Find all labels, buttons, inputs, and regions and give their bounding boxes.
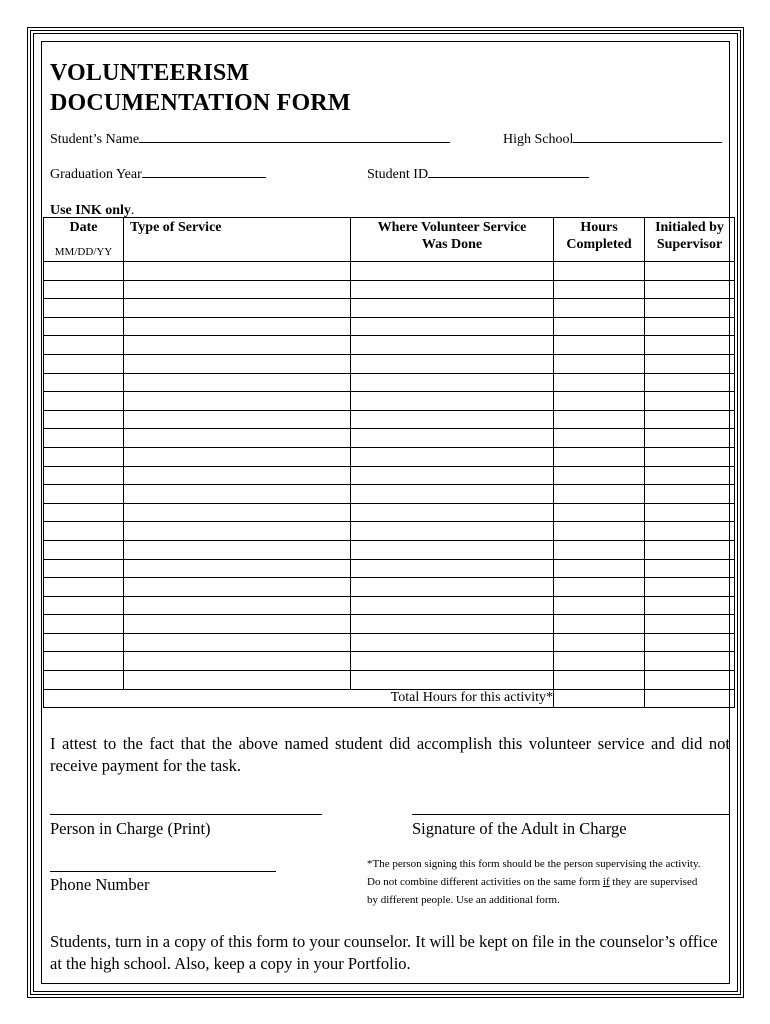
initial-cell[interactable] [645,633,735,652]
where-cell[interactable] [351,652,554,671]
date-cell[interactable] [44,317,124,336]
high-school-label: High School [503,132,574,147]
title-line-2: DOCUMENTATION FORM [50,90,351,116]
type-cell[interactable] [124,373,351,392]
date-cell[interactable] [44,652,124,671]
type-cell[interactable] [124,503,351,522]
table-header-row [44,218,735,262]
where-cell[interactable] [351,578,554,597]
date-cell[interactable] [44,578,124,597]
table-row [44,522,735,541]
type-cell[interactable] [124,615,351,634]
form-inner-border [41,41,730,984]
hours-cell[interactable] [554,596,645,615]
date-cell[interactable] [44,503,124,522]
initial-cell[interactable] [645,466,735,485]
initial-cell[interactable] [645,671,735,690]
hours-cell[interactable] [554,466,645,485]
type-cell[interactable] [124,392,351,411]
table-row [44,596,735,615]
table-row [44,485,735,504]
date-cell[interactable] [44,392,124,411]
table-row [44,392,735,411]
person-in-charge-line[interactable] [50,814,322,815]
phone-number-line[interactable] [50,871,276,872]
hours-cell[interactable] [554,671,645,690]
type-cell[interactable] [124,596,351,615]
where-cell[interactable] [351,503,554,522]
hours-cell[interactable] [554,522,645,541]
type-cell[interactable] [124,485,351,504]
table-row [44,652,735,671]
where-cell[interactable] [351,522,554,541]
type-cell[interactable] [124,671,351,690]
hours-cell[interactable] [554,317,645,336]
initial-cell[interactable] [645,299,735,318]
table-row [44,633,735,652]
hours-cell[interactable] [554,559,645,578]
high-school-line[interactable] [573,130,722,143]
total-hours-label: Total Hours for this activity* [44,689,554,708]
date-cell[interactable] [44,540,124,559]
date-cell[interactable] [44,466,124,485]
table-row [44,299,735,318]
date-cell[interactable] [44,429,124,448]
initial-cell[interactable] [645,392,735,411]
where-cell[interactable] [351,262,554,281]
signature-label: Signature of the Adult in Charge [412,819,627,838]
where-cell[interactable] [351,317,554,336]
ink-instruction-bold: Use INK only [50,203,131,218]
table-row [44,578,735,597]
date-cell[interactable] [44,559,124,578]
date-cell[interactable] [44,336,124,355]
date-cell[interactable] [44,447,124,466]
date-cell[interactable] [44,280,124,299]
where-cell[interactable] [351,633,554,652]
initial-cell[interactable] [645,280,735,299]
initial-cell[interactable] [645,317,735,336]
table-row [44,615,735,634]
header-initialed-line-2: Supervisor [656,237,723,252]
type-cell[interactable] [124,262,351,281]
header-where [351,218,554,262]
type-cell[interactable] [124,652,351,671]
type-cell[interactable] [124,299,351,318]
closing-instructions: Students, turn in a copy of this form to your counselor. It will be kept on file in the counselor’s office at the high school. Also, keep a copy in your Portfolio. [50,932,718,973]
table-row [44,280,735,299]
type-cell[interactable] [124,429,351,448]
where-cell[interactable] [351,466,554,485]
where-cell[interactable] [351,429,554,448]
hours-cell[interactable] [554,373,645,392]
table-row [44,354,735,373]
hours-cell[interactable] [554,503,645,522]
footnote-if: if [602,876,610,888]
where-cell[interactable] [351,410,554,429]
student-name-label: Student’s Name [50,132,140,147]
header-initialed [645,218,735,262]
initial-cell[interactable] [645,540,735,559]
type-cell[interactable] [124,466,351,485]
header-type-of-service: Type of Service [124,218,351,262]
where-cell[interactable] [351,485,554,504]
type-cell[interactable] [124,540,351,559]
where-cell[interactable] [351,615,554,634]
form-title [50,58,351,118]
initial-cell[interactable] [645,652,735,671]
table-row [44,540,735,559]
table-row [44,429,735,448]
initial-cell[interactable] [645,503,735,522]
hours-cell[interactable] [554,652,645,671]
hours-cell[interactable] [554,410,645,429]
type-cell[interactable] [124,354,351,373]
date-cell[interactable] [44,299,124,318]
type-cell[interactable] [124,522,351,541]
person-in-charge-label: Person in Charge (Print) [50,819,211,838]
initial-cell[interactable] [645,410,735,429]
where-cell[interactable] [351,671,554,690]
where-cell[interactable] [351,354,554,373]
date-cell[interactable] [44,410,124,429]
initial-cell[interactable] [645,429,735,448]
date-cell[interactable] [44,262,124,281]
date-cell[interactable] [44,485,124,504]
where-cell[interactable] [351,447,554,466]
initial-cell[interactable] [645,262,735,281]
table-row [44,671,735,690]
graduation-year-line[interactable] [142,165,266,178]
type-cell[interactable] [124,578,351,597]
footnote-part-2: they are supervised by different people. Use an additional form. [367,876,698,906]
table-row [44,410,735,429]
initial-cell[interactable] [645,559,735,578]
log-body [44,262,735,690]
initial-cell[interactable] [645,447,735,466]
footnote-part-1: *The person signing this form should be the person supervising the activity. Do not combine different activities on the same form [367,858,701,888]
type-cell[interactable] [124,410,351,429]
student-id-field[interactable] [367,165,589,183]
hours-cell[interactable] [554,429,645,448]
initial-cell[interactable] [645,615,735,634]
date-cell[interactable] [44,522,124,541]
initial-cell[interactable] [645,596,735,615]
where-cell[interactable] [351,336,554,355]
signature-line[interactable] [412,814,730,815]
type-cell[interactable] [124,317,351,336]
type-cell[interactable] [124,280,351,299]
hours-cell[interactable] [554,633,645,652]
student-id-line[interactable] [428,165,589,178]
initial-cell[interactable] [645,578,735,597]
high-school-field[interactable] [503,130,722,148]
table-row [44,373,735,392]
date-cell[interactable] [44,615,124,634]
hours-cell[interactable] [554,578,645,597]
date-cell[interactable] [44,633,124,652]
header-date-label: Date [69,220,98,235]
hours-cell[interactable] [554,354,645,373]
initial-cell[interactable] [645,522,735,541]
attestation-text: I attest to the fact that the above named student did accomplish this volunteer service and did not receive payment for the task. [50,734,730,775]
type-cell[interactable] [124,633,351,652]
header-date [44,218,124,262]
student-name-field[interactable] [50,130,450,148]
total-hours-cell[interactable] [554,689,645,708]
form-border [30,30,741,995]
date-cell[interactable] [44,354,124,373]
hours-cell[interactable] [554,299,645,318]
supervisor-footnote [367,855,707,909]
table-row [44,447,735,466]
where-cell[interactable] [351,540,554,559]
ink-instruction-period: . [130,203,135,218]
date-cell[interactable] [44,671,124,690]
date-cell[interactable] [44,373,124,392]
header-hours-line-2: Completed [566,237,632,252]
where-cell[interactable] [351,373,554,392]
hours-cell[interactable] [554,262,645,281]
hours-cell[interactable] [554,540,645,559]
hours-cell[interactable] [554,336,645,355]
header-initialed-line-1: Initialed by [655,220,724,235]
initial-cell[interactable] [645,485,735,504]
where-cell[interactable] [351,280,554,299]
where-cell[interactable] [351,596,554,615]
where-cell[interactable] [351,299,554,318]
student-name-line[interactable] [139,130,450,143]
hours-cell[interactable] [554,615,645,634]
table-row [44,466,735,485]
initial-cell[interactable] [645,354,735,373]
table-row [44,336,735,355]
graduation-year-label: Graduation Year [50,167,142,182]
table-row [44,503,735,522]
initial-cell[interactable] [645,373,735,392]
phone-number-label: Phone Number [50,875,150,894]
type-cell[interactable] [124,447,351,466]
header-date-format: MM/DD/YY [54,246,113,258]
header-hours-line-1: Hours [580,220,618,235]
table-row [44,317,735,336]
title-line-1: VOLUNTEERISM [50,60,250,86]
table-row [44,559,735,578]
hours-cell[interactable] [554,485,645,504]
header-hours [554,218,645,262]
initial-cell[interactable] [645,336,735,355]
table-row [44,262,735,281]
volunteer-log-table [43,217,735,708]
hours-cell[interactable] [554,280,645,299]
total-row [44,689,735,708]
total-initial-cell[interactable] [645,689,735,708]
hours-cell[interactable] [554,392,645,411]
hours-cell[interactable] [554,447,645,466]
type-cell[interactable] [124,336,351,355]
where-cell[interactable] [351,392,554,411]
type-cell[interactable] [124,559,351,578]
graduation-year-field[interactable] [50,165,266,183]
header-where-line-1: Where Volunteer Service [377,220,527,235]
where-cell[interactable] [351,559,554,578]
date-cell[interactable] [44,596,124,615]
student-id-label: Student ID [367,167,429,182]
header-where-line-2: Was Done [421,237,483,252]
